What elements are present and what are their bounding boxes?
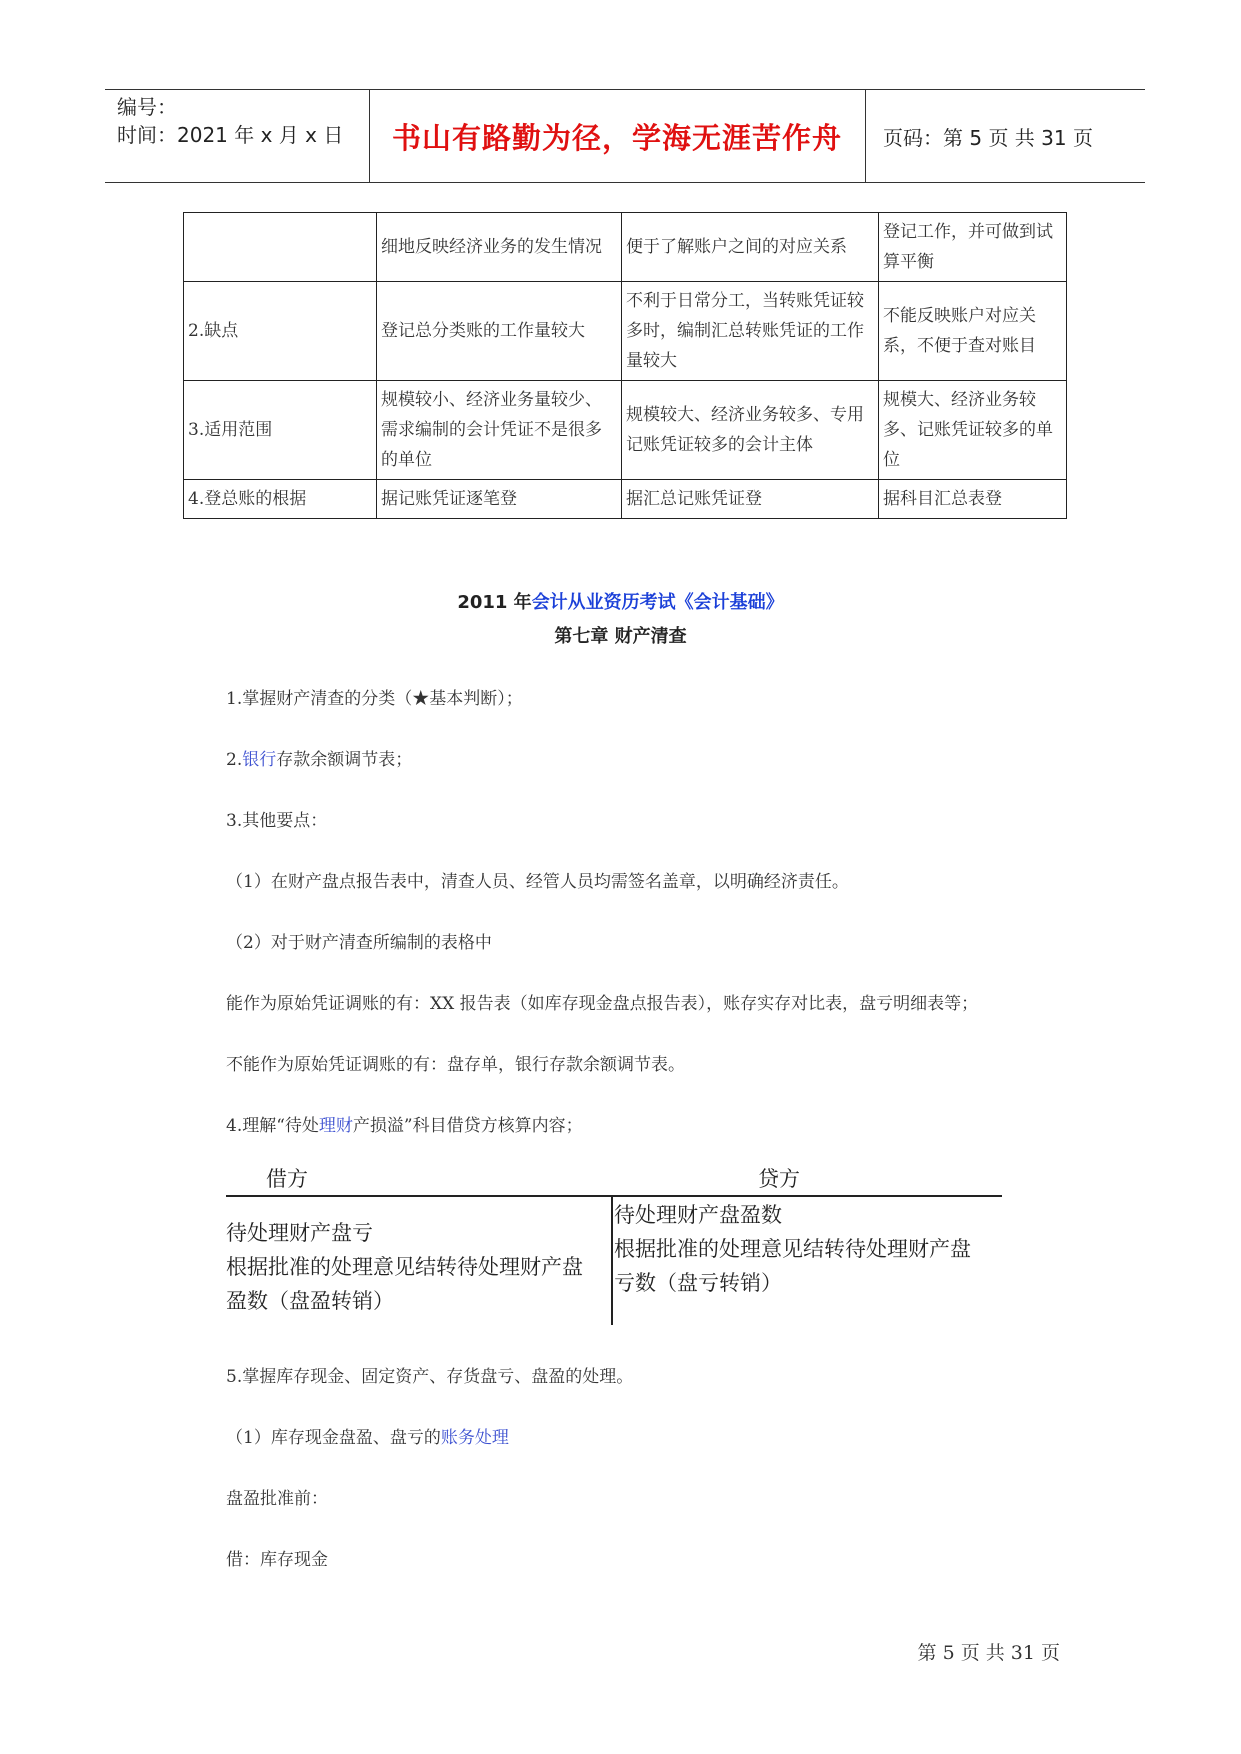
- item-5-3: 借：库存现金: [226, 1550, 328, 1570]
- credit-content: [614, 1198, 971, 1300]
- table-cell: 规模较大、经济业务较多、专用记账凭证较多的会计主体: [622, 381, 879, 480]
- item-3: 3.其他要点：: [226, 811, 328, 831]
- table-cell: 便于了解账户之间的对应关系: [622, 213, 879, 282]
- item-3-1: （1）在财产盘点报告表中，清查人员、经管人员均需签名盖章，以明确经济责任。: [226, 872, 849, 892]
- table-cell: 3.适用范围: [184, 381, 377, 480]
- table-row: [184, 213, 1067, 282]
- document-number-label: 编号：: [117, 95, 177, 119]
- table-row: [184, 381, 1067, 480]
- item-2-text: 存款余额调节表；: [276, 750, 413, 770]
- item-3-3: 能作为原始凭证调账的有：XX 报告表（如库存现金盘点报告表），账存实存对比表，盘亏明细表等；: [226, 994, 979, 1014]
- credit-line: 根据批准的处理意见结转待处理财产盘: [614, 1237, 971, 1261]
- table-cell: 登记工作，并可做到试算平衡: [879, 213, 1067, 282]
- table-cell: 细地反映经济业务的发生情况: [377, 213, 622, 282]
- header-left: [117, 93, 343, 149]
- section-title: [0, 588, 1241, 614]
- item-5-2: 盘盈批准前：: [226, 1489, 328, 1509]
- t-account-top-line: [226, 1195, 1002, 1197]
- table-row: [184, 480, 1067, 519]
- table-cell: 规模大、经济业务较多、记账凭证较多的单位: [879, 381, 1067, 480]
- item-2-number: 2.: [226, 750, 243, 770]
- header-motto: 书山有路勤为径，学海无涯苦作舟: [391, 120, 842, 155]
- item-3-4: 不能作为原始凭证调账的有：盘存单，银行存款余额调节表。: [226, 1055, 685, 1075]
- header-divider: [865, 90, 866, 182]
- item-1: 1.掌握财产清查的分类（★基本判断）；: [226, 689, 523, 709]
- table-cell: 4.登总账的根据: [184, 480, 377, 519]
- t-account-middle-line: [611, 1195, 613, 1325]
- table-cell: 据记账凭证逐笔登: [377, 480, 622, 519]
- header-page-info: 页码：第 5 页 共 31 页: [883, 125, 1093, 150]
- accounting-treatment-link[interactable]: 账务处理: [440, 1428, 509, 1448]
- item-4-text-a: 4.理解“待处: [226, 1116, 319, 1136]
- credit-header: 贷方: [758, 1167, 800, 1191]
- item-3-2: （2）对于财产清查所编制的表格中: [226, 933, 492, 953]
- table-cell: 不能反映账户对应关系，不便于查对账目: [879, 282, 1067, 381]
- item-4-text-b: 产损溢”科目借贷方核算内容；: [352, 1116, 583, 1136]
- table-cell: 据汇总记账凭证登: [622, 480, 879, 519]
- item-5: 5.掌握库存现金、固定资产、存货盘亏、盘盈的处理。: [226, 1367, 634, 1387]
- table-cell: [184, 213, 377, 282]
- table-cell: 不利于日常分工，当转账凭证较多时，编制汇总转账凭证的工作量较大: [622, 282, 879, 381]
- table-cell: 规模较小、经济业务量较少、需求编制的会计凭证不是很多的单位: [377, 381, 622, 480]
- debit-header: 借方: [266, 1167, 308, 1191]
- title-year: 2011 年: [457, 592, 532, 613]
- title-exam-link[interactable]: 会计从业资历考试《会计基础》: [531, 592, 784, 613]
- debit-line: 待处理财产盘亏: [226, 1221, 373, 1245]
- item-5-1: [226, 1423, 509, 1448]
- debit-content: [226, 1216, 583, 1318]
- item-4: [226, 1111, 583, 1136]
- credit-line: 亏数（盘亏转销）: [614, 1271, 782, 1295]
- wealth-management-link[interactable]: 理财: [318, 1116, 353, 1136]
- debit-line: 盈数（盘盈转销）: [226, 1289, 394, 1313]
- item-5-1-text: （1）库存现金盘盈、盘亏的: [226, 1428, 441, 1448]
- item-2: [226, 745, 412, 770]
- table-cell: 据科目汇总表登: [879, 480, 1067, 519]
- table-cell: 2.缺点: [184, 282, 377, 381]
- table-row: [184, 282, 1067, 381]
- document-time-label: 时间：2021 年 x 月 x 日: [117, 123, 344, 147]
- credit-line: 待处理财产盘盈数: [614, 1203, 782, 1227]
- comparison-table: [183, 212, 1067, 519]
- page-header: [105, 89, 1145, 183]
- page-footer: 第 5 页 共 31 页: [917, 1642, 1060, 1664]
- table-cell: 登记总分类账的工作量较大: [377, 282, 622, 381]
- bank-link[interactable]: 银行: [242, 750, 277, 770]
- debit-line: 根据批准的处理意见结转待处理财产盘: [226, 1255, 583, 1279]
- chapter-title: 第七章 财产清查: [554, 626, 687, 647]
